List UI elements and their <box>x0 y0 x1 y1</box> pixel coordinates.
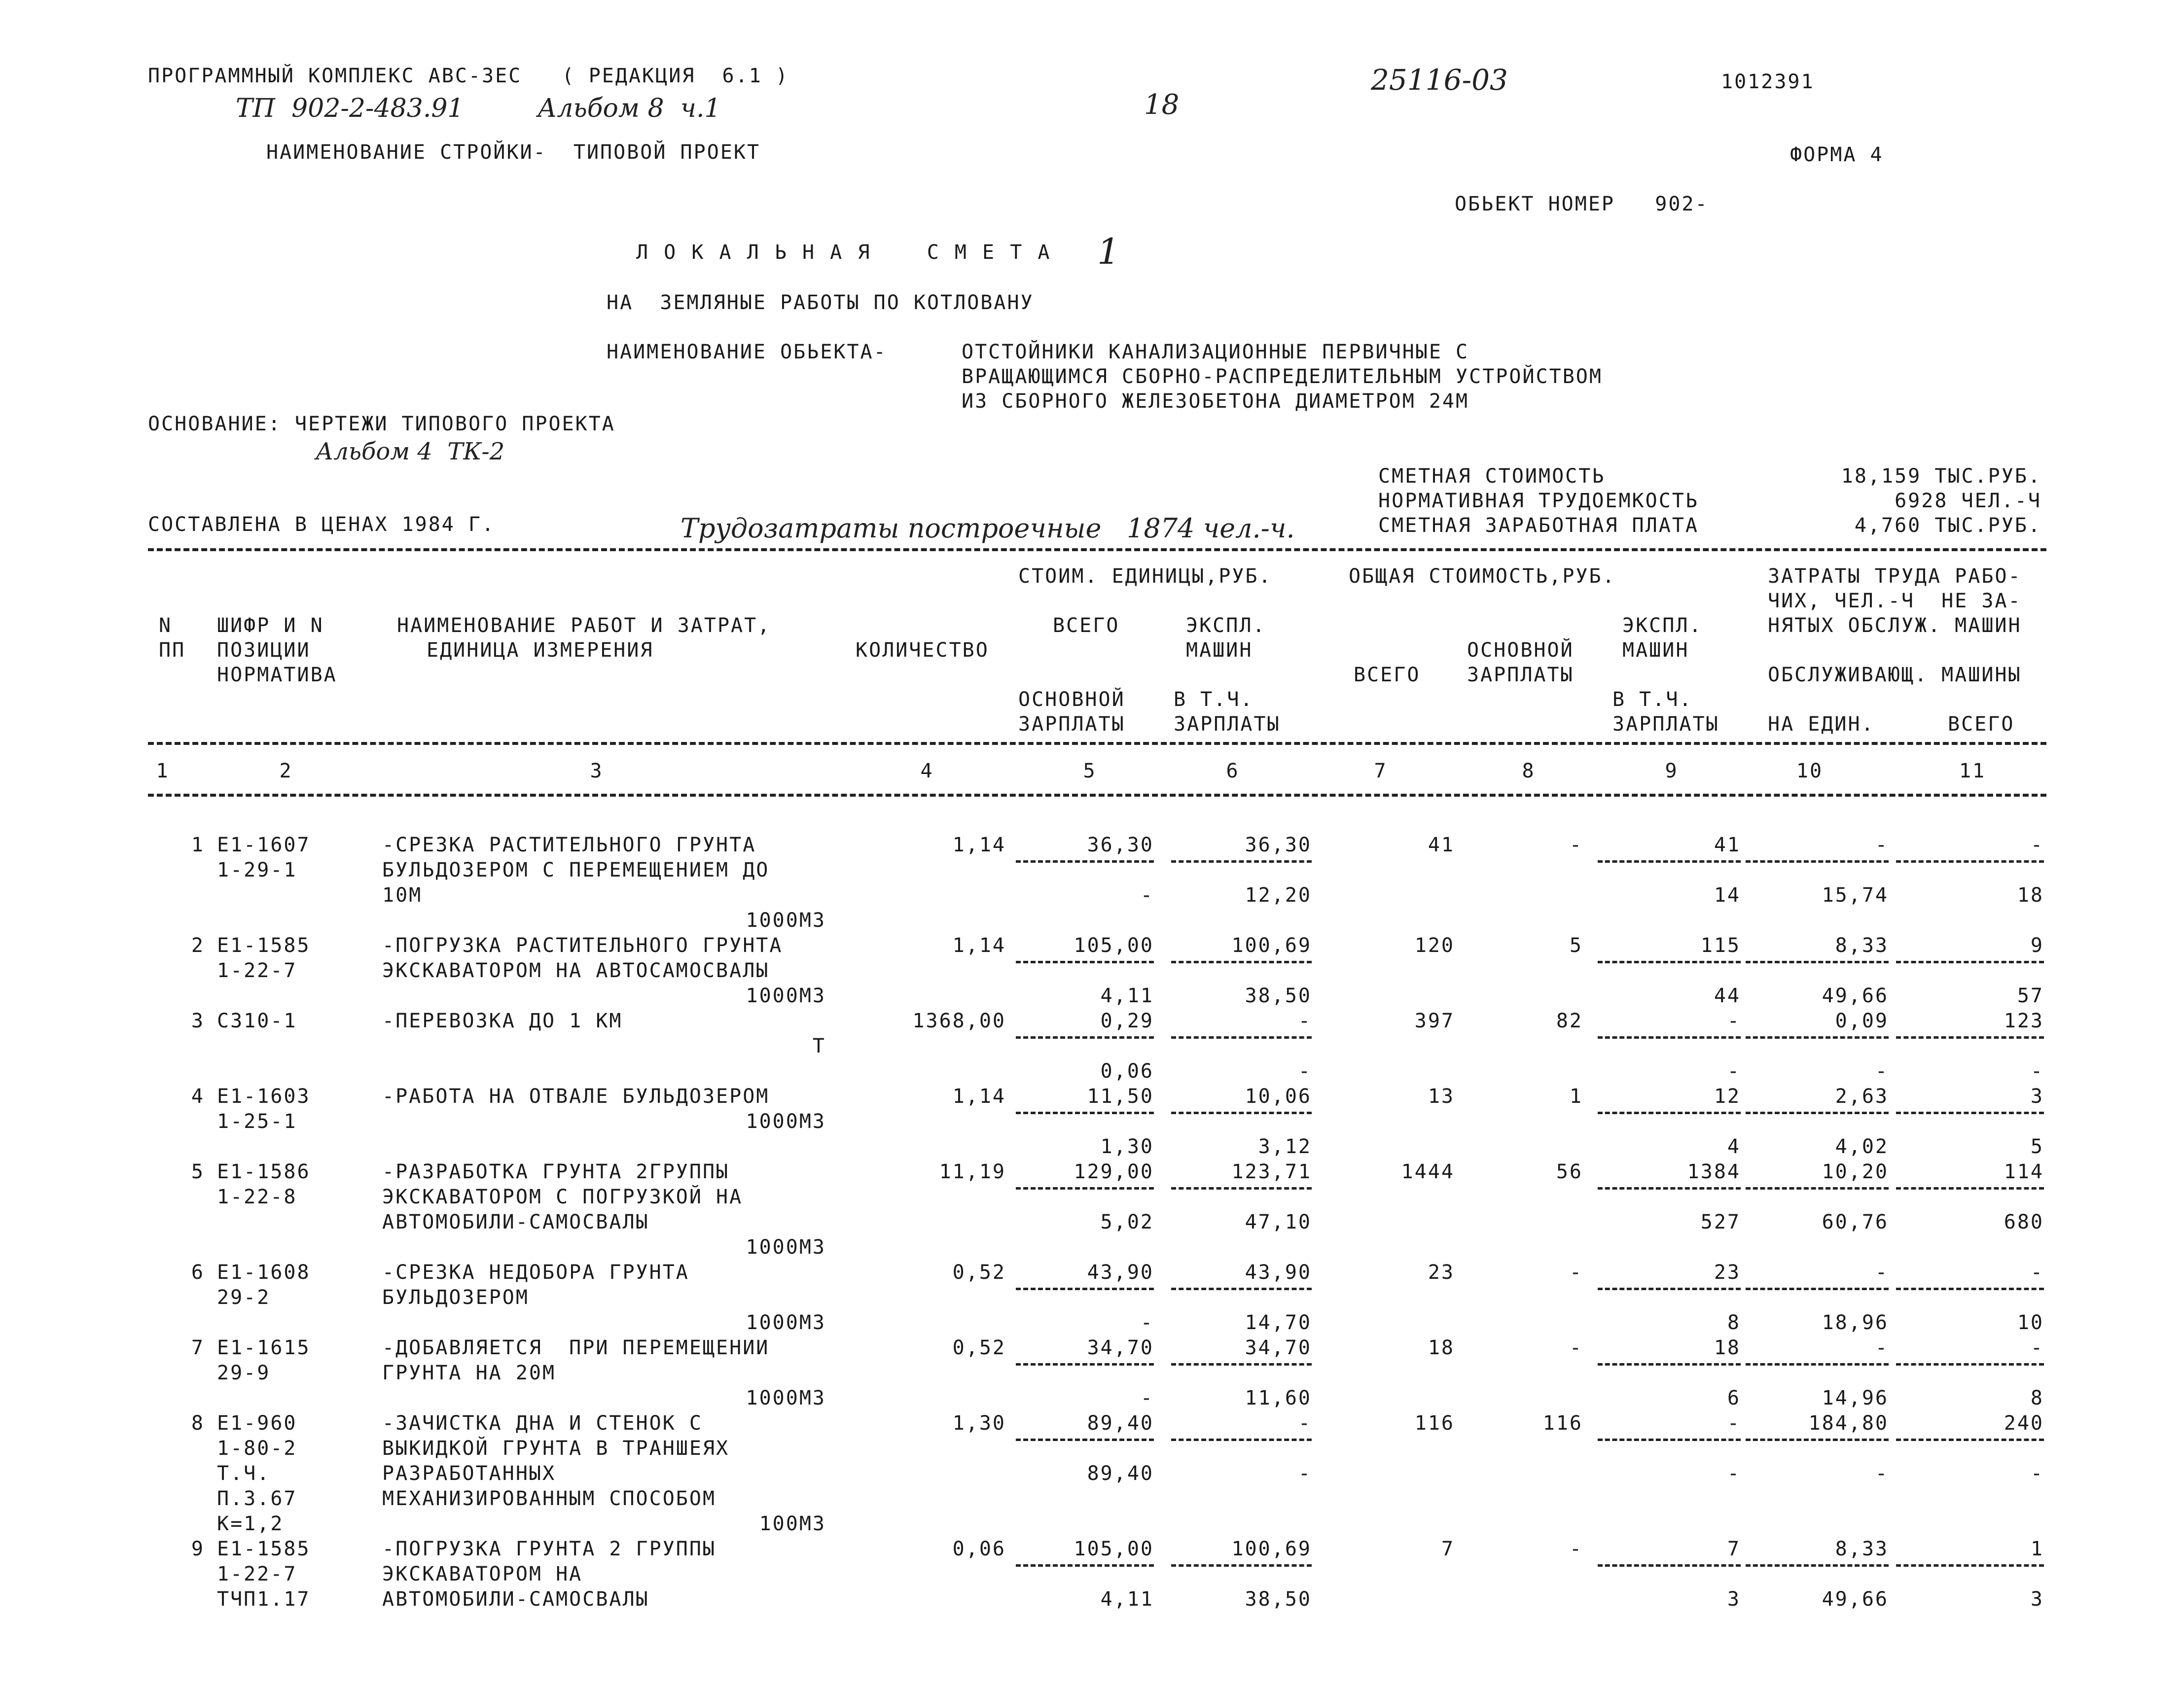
summary-value-cost: 18,159 ТЫС.РУБ. <box>1841 465 2041 488</box>
row-3-line-1-col-9: - <box>1727 1010 1741 1032</box>
row-4-subrule-3 <box>1598 1112 1741 1114</box>
row-6-line-2-col-2: 29-2 <box>217 1286 271 1309</box>
row-2-line-2-col-2: 1-22-7 <box>217 959 297 982</box>
row-5-line-3-col-9: 527 <box>1700 1211 1741 1233</box>
row-6-line-2-col-3: БУЛЬДОЗЕРОМ <box>382 1286 529 1309</box>
row-9-line-1-col-3: -ПОГРУЗКА ГРУНТА 2 ГРУППЫ <box>382 1538 716 1560</box>
row-3-line-1-col-2: С310-1 <box>217 1010 297 1032</box>
row-6-line-1-col-3: -СРЕЗКА НЕДОБОРА ГРУНТА <box>382 1261 689 1284</box>
row-4-line-3-col-11: 5 <box>2030 1135 2044 1158</box>
row-4-line-3-col-6: 3,12 <box>1258 1135 1312 1158</box>
row-9-subrule-3 <box>1598 1564 1741 1567</box>
row-6-subrule-5 <box>1896 1288 2044 1290</box>
row-4-subrule-4 <box>1746 1112 1889 1114</box>
row-6-line-1-col-11: - <box>2030 1261 2044 1284</box>
row-1-line-1-col-8: - <box>1569 834 1583 856</box>
row-6-line-1-col-4: 0,52 <box>952 1261 1006 1284</box>
col-head-pozicii: ПОЗИЦИИ <box>217 639 311 662</box>
row-7-line-1-col-9: 18 <box>1714 1336 1741 1359</box>
row-1-line-1-col-6: 36,30 <box>1245 834 1312 856</box>
row-7-line-3-col-6: 11,60 <box>1245 1387 1312 1409</box>
row-8-line-1-col-4: 1,30 <box>952 1412 1006 1435</box>
row-3-line-1-col-6: - <box>1298 1010 1312 1032</box>
col-head-shifr: ШИФР И N <box>217 614 324 637</box>
row-4-subrule-2 <box>1171 1112 1312 1114</box>
row-6-line-1-col-2: Е1-1608 <box>217 1261 311 1284</box>
column-number-10: 10 <box>1796 760 1824 782</box>
row-3-line-3-col-9: - <box>1727 1060 1741 1083</box>
row-8-line-1-col-5: 89,40 <box>1087 1412 1154 1435</box>
row-7-subrule-2 <box>1171 1363 1312 1366</box>
row-2-subrule-5 <box>1896 961 2044 963</box>
row-1-line-3-col-11: 18 <box>2017 884 2044 907</box>
row-4-line-1-col-2: Е1-1603 <box>217 1085 311 1108</box>
row-4-line-1-col-4: 1,14 <box>952 1085 1006 1108</box>
row-8-line-3-col-11: - <box>2030 1462 2044 1485</box>
row-7-line-1-col-7: 18 <box>1428 1336 1455 1359</box>
row-2-line-3-col-5: 4,11 <box>1100 985 1154 1007</box>
row-2-line-3-col-9: 44 <box>1714 985 1741 1007</box>
row-1-subrule-1 <box>1016 860 1154 863</box>
row-8-subrule-1 <box>1016 1439 1154 1441</box>
row-8-subrule-3 <box>1598 1439 1741 1441</box>
row-7-line-3-col-11: 8 <box>2030 1387 2044 1409</box>
column-number-8: 8 <box>1522 760 1536 782</box>
row-9-subrule-5 <box>1896 1564 2044 1567</box>
row-5-line-4-col-3: 1000М3 <box>746 1236 826 1259</box>
row-7-line-1-col-1: 7 <box>191 1336 205 1359</box>
row-5-line-1-col-9: 1384 <box>1687 1160 1741 1183</box>
row-9-line-3-col-3: АВТОМОБИЛИ-САМОСВАЛЫ <box>382 1588 649 1611</box>
row-4-line-1-col-11: 3 <box>2030 1085 2044 1108</box>
col-head-labor2: ЧИХ, ЧЕЛ.-Ч НЕ ЗА- <box>1768 590 2022 612</box>
object-label: НАИМЕНОВАНИЕ ОБЬЕКТА- <box>607 341 887 363</box>
row-9-line-1-col-9: 7 <box>1727 1538 1741 1560</box>
row-8-line-3-col-3: РАЗРАБОТАННЫХ <box>382 1462 556 1485</box>
row-9-line-3-col-6: 38,50 <box>1245 1588 1312 1611</box>
col-head-n: N <box>159 614 173 637</box>
row-9-line-1-col-8: - <box>1569 1538 1583 1560</box>
row-9-subrule-1 <box>1016 1564 1154 1567</box>
row-3-line-2-col-3: Т <box>812 1035 826 1057</box>
row-4-line-3-col-9: 4 <box>1727 1135 1741 1158</box>
row-2-line-3-col-10: 49,66 <box>1822 985 1889 1007</box>
summary-label-cost: СМЕТНАЯ СТОИМОСТЬ <box>1378 465 1606 488</box>
col-head-mashin: МАШИН <box>1186 639 1253 662</box>
row-9-subrule-4 <box>1746 1564 1889 1567</box>
row-9-line-3-col-10: 49,66 <box>1822 1588 1889 1611</box>
row-9-line-1-col-7: 7 <box>1441 1538 1455 1560</box>
row-8-line-3-col-6: - <box>1298 1462 1312 1485</box>
row-3-line-1-col-3: -ПЕРЕВОЗКА ДО 1 КМ <box>382 1010 623 1032</box>
osnovanie: ОСНОВАНИЕ: ЧЕРТЕЖИ ТИПОВОГО ПРОЕКТА <box>148 413 615 435</box>
row-5-line-3-col-10: 60,76 <box>1822 1211 1889 1233</box>
row-8-line-2-col-3: ВЫКИДКОЙ ГРУНТА В ТРАНШЕЯХ <box>382 1437 730 1460</box>
row-8-line-1-col-2: Е1-960 <box>217 1412 297 1435</box>
row-4-line-1-col-9: 12 <box>1714 1085 1741 1108</box>
row-4-line-1-col-6: 10,06 <box>1245 1085 1312 1108</box>
row-5-line-3-col-6: 47,10 <box>1245 1211 1312 1233</box>
row-5-subrule-1 <box>1016 1187 1154 1190</box>
row-8-line-1-col-3: -ЗАЧИСТКА ДНА И СТЕНОК С <box>382 1412 703 1435</box>
col-head-ekspl: ЭКСПЛ. <box>1186 614 1266 637</box>
row-1-line-2-col-3: БУЛЬДОЗЕРОМ С ПЕРЕМЕЩЕНИЕМ ДО <box>382 859 770 881</box>
row-3-line-1-col-11: 123 <box>2004 1010 2044 1032</box>
row-8-line-1-col-9: - <box>1727 1412 1741 1435</box>
row-4-line-2-col-2: 1-25-1 <box>217 1110 297 1133</box>
row-5-line-1-col-8: 56 <box>1556 1160 1583 1183</box>
row-6-line-1-col-5: 43,90 <box>1087 1261 1154 1284</box>
row-2-line-1-col-6: 100,69 <box>1231 934 1312 957</box>
handwritten-album-ref: Альбом 4 ТК-2 <box>316 438 505 465</box>
row-7-line-1-col-4: 0,52 <box>952 1336 1006 1359</box>
row-5-line-1-col-1: 5 <box>191 1160 205 1183</box>
row-7-line-3-col-9: 6 <box>1727 1387 1741 1409</box>
row-7-subrule-3 <box>1598 1363 1741 1366</box>
column-number-3: 3 <box>590 760 604 782</box>
row-1-line-3-col-3: 10М <box>382 884 423 907</box>
row-7-line-1-col-6: 34,70 <box>1245 1336 1312 1359</box>
row-7-line-1-col-11: - <box>2030 1336 2044 1359</box>
row-5-line-3-col-5: 5,02 <box>1100 1211 1154 1233</box>
row-9-line-1-col-1: 9 <box>191 1538 205 1560</box>
row-5-subrule-3 <box>1598 1187 1741 1190</box>
row-4-line-2-col-3: 1000М3 <box>746 1110 826 1133</box>
row-6-line-1-col-8: - <box>1569 1261 1583 1284</box>
row-5-line-1-col-2: Е1-1586 <box>217 1160 311 1183</box>
row-6-line-1-col-1: 6 <box>191 1261 205 1284</box>
col-head-labor-obsl: ОБСЛУЖИВАЮЩ. МАШИНЫ <box>1768 664 2022 686</box>
row-6-line-3-col-6: 14,70 <box>1245 1311 1312 1334</box>
row-6-line-3-col-10: 18,96 <box>1822 1311 1889 1334</box>
row-3-subrule-2 <box>1171 1036 1312 1039</box>
row-3-line-3-col-6: - <box>1298 1060 1312 1083</box>
column-number-6: 6 <box>1226 760 1240 782</box>
row-8-line-1-col-7: 116 <box>1414 1412 1455 1435</box>
row-3-line-1-col-8: 82 <box>1556 1010 1583 1032</box>
col-head-zarplaty: ЗАРПЛАТЫ <box>1018 713 1125 736</box>
row-6-line-1-col-10: - <box>1875 1261 1889 1284</box>
colnum-rule <box>148 794 2046 797</box>
col-head-osn: ОСНОВНОЙ <box>1018 688 1125 711</box>
row-9-line-1-col-4: 0,06 <box>952 1538 1006 1560</box>
row-3-subrule-1 <box>1016 1036 1154 1039</box>
row-2-line-3-col-3: 1000М3 <box>746 985 826 1007</box>
row-7-subrule-1 <box>1016 1363 1154 1366</box>
row-9-line-3-col-9: 3 <box>1727 1588 1741 1611</box>
row-2-line-1-col-2: Е1-1585 <box>217 934 311 957</box>
row-4-line-1-col-7: 13 <box>1428 1085 1455 1108</box>
row-2-subrule-4 <box>1746 961 1889 963</box>
row-2-line-1-col-10: 8,33 <box>1835 934 1889 957</box>
row-2-line-1-col-1: 2 <box>191 934 205 957</box>
row-3-line-1-col-5: 0,29 <box>1100 1010 1154 1032</box>
row-1-line-1-col-11: - <box>2030 834 2044 856</box>
row-9-line-2-col-2: 1-22-7 <box>217 1563 297 1585</box>
row-8-line-4-col-3: МЕХАНИЗИРОВАННЫМ СПОСОБОМ <box>382 1487 716 1510</box>
row-6-line-1-col-7: 23 <box>1428 1261 1455 1284</box>
row-9-line-1-col-11: 1 <box>2030 1538 2044 1560</box>
row-1-subrule-2 <box>1171 860 1312 863</box>
column-number-9: 9 <box>1665 760 1679 782</box>
row-2-line-3-col-6: 38,50 <box>1245 985 1312 1007</box>
row-2-line-3-col-11: 57 <box>2017 985 2044 1007</box>
row-8-line-1-col-1: 8 <box>191 1412 205 1435</box>
row-7-line-1-col-2: Е1-1615 <box>217 1336 311 1359</box>
row-1-line-2-col-2: 1-29-1 <box>217 859 297 881</box>
row-8-line-3-col-9: - <box>1727 1462 1741 1485</box>
col-head-labor1: ЗАТРАТЫ ТРУДА РАБО- <box>1768 565 2022 588</box>
row-6-line-3-col-11: 10 <box>2017 1311 2044 1334</box>
row-5-subrule-2 <box>1171 1187 1312 1190</box>
row-2-line-2-col-3: ЭКСКАВАТОРОМ НА АВТОСАМОСВАЛЫ <box>382 959 770 982</box>
col-head-qty: КОЛИЧЕСТВО <box>856 639 989 662</box>
row-2-subrule-3 <box>1598 961 1741 963</box>
row-2-subrule-2 <box>1171 961 1312 963</box>
row-1-line-1-col-9: 41 <box>1714 834 1741 856</box>
row-3-line-1-col-7: 397 <box>1414 1010 1455 1032</box>
handwritten-page-number: 18 <box>1144 89 1180 121</box>
row-5-line-1-col-7: 1444 <box>1401 1160 1455 1183</box>
col-head-total-vsego: ВСЕГО <box>1354 664 1421 686</box>
row-2-line-1-col-3: -ПОГРУЗКА РАСТИТЕЛЬНОГО ГРУНТА <box>382 934 783 957</box>
row-1-line-1-col-4: 1,14 <box>952 834 1006 856</box>
row-9-subrule-2 <box>1171 1564 1312 1567</box>
row-3-line-3-col-11: - <box>2030 1060 2044 1083</box>
column-number-11: 11 <box>1959 760 1986 782</box>
handwritten-labor-note: Трудозатраты построечные 1874 чел.-ч. <box>680 513 1295 544</box>
row-7-line-1-col-3: -ДОБАВЛЯЕТСЯ ПРИ ПЕРЕМЕЩЕНИИ <box>382 1336 770 1359</box>
row-3-subrule-5 <box>1896 1036 2044 1039</box>
summary-label-labor: НОРМАТИВНАЯ ТРУДОЕМКОСТЬ <box>1378 490 1699 512</box>
row-7-line-3-col-10: 14,96 <box>1822 1387 1889 1409</box>
row-8-line-1-col-11: 240 <box>2004 1412 2044 1435</box>
row-5-line-1-col-6: 123,71 <box>1231 1160 1312 1183</box>
row-2-line-1-col-5: 105,00 <box>1074 934 1154 957</box>
row-6-line-3-col-9: 8 <box>1727 1311 1741 1334</box>
row-1-subrule-3 <box>1598 860 1741 863</box>
row-7-line-2-col-2: 29-9 <box>217 1362 271 1384</box>
row-5-line-2-col-2: 1-22-8 <box>217 1186 297 1208</box>
row-7-line-3-col-3: 1000М3 <box>746 1387 826 1409</box>
row-1-line-3-col-9: 14 <box>1714 884 1741 907</box>
col-head-labor3: НЯТЫХ ОБСЛУЖ. МАШИН <box>1768 614 2022 637</box>
row-3-line-1-col-4: 1368,00 <box>912 1010 1006 1032</box>
row-8-line-1-col-10: 184,80 <box>1808 1412 1889 1435</box>
row-3-subrule-4 <box>1746 1036 1889 1039</box>
row-6-subrule-3 <box>1598 1288 1741 1290</box>
handwritten-smeta-number: 1 <box>1097 231 1120 272</box>
row-3-line-1-col-1: 3 <box>191 1010 205 1032</box>
handwritten-tp: ТП 902-2-483.91 <box>236 94 464 123</box>
price-basis: СОСТАВЛЕНА В ЦЕНАХ 1984 Г. <box>148 513 496 536</box>
smeta-subject: НА ЗЕМЛЯНЫЕ РАБОТЫ ПО КОТЛОВАНУ <box>607 291 1034 314</box>
col-head-pp: ПП <box>159 639 186 662</box>
object-name-line2: ВРАЩАЮЩИМСЯ СБОРНО-РАСПРЕДЕЛИТЕЛЬНЫМ УСТРОЙСТВОМ <box>962 365 1603 388</box>
row-5-line-3-col-3: АВТОМОБИЛИ-САМОСВАЛЫ <box>382 1211 649 1233</box>
stroika-name: НАИМЕНОВАНИЕ СТРОЙКИ- ТИПОВОЙ ПРОЕКТ <box>266 141 761 164</box>
row-1-line-1-col-10: - <box>1875 834 1889 856</box>
row-5-subrule-5 <box>1896 1187 2044 1190</box>
row-1-line-1-col-3: -СРЕЗКА РАСТИТЕЛЬНОГО ГРУНТА <box>382 834 756 856</box>
row-9-line-1-col-2: Е1-1585 <box>217 1538 311 1560</box>
col-head-total-zarplaty: ЗАРПЛАТЫ <box>1467 664 1574 686</box>
table-top-rule <box>148 548 2046 551</box>
column-number-2: 2 <box>279 760 293 782</box>
row-8-subrule-2 <box>1171 1439 1312 1441</box>
row-1-line-4-col-3: 1000М3 <box>746 909 826 932</box>
smeta-title: Л О К А Л Ь Н А Я С М Е Т А <box>636 241 1052 264</box>
row-9-line-2-col-3: ЭКСКАВАТОРОМ НА <box>382 1563 583 1585</box>
row-4-line-3-col-5: 1,30 <box>1100 1135 1154 1158</box>
row-4-line-1-col-5: 11,50 <box>1087 1085 1154 1108</box>
col-head-na-edin: НА ЕДИН. <box>1768 713 1875 736</box>
row-7-line-3-col-5: - <box>1140 1387 1154 1409</box>
row-3-line-1-col-10: 0,09 <box>1835 1010 1889 1032</box>
row-9-line-3-col-2: ТЧП1.17 <box>217 1588 311 1611</box>
col-head-total-ekspl: ЭКСПЛ. <box>1622 614 1703 637</box>
row-1-line-1-col-7: 41 <box>1428 834 1455 856</box>
row-5-line-1-col-5: 129,00 <box>1074 1160 1154 1183</box>
summary-label-salary: СМЕТНАЯ ЗАРАБОТНАЯ ПЛАТА <box>1378 514 1699 537</box>
col-head-unit: ЕДИНИЦА ИЗМЕРЕНИЯ <box>427 639 654 662</box>
column-number-1: 1 <box>156 760 170 782</box>
row-1-subrule-4 <box>1746 860 1889 863</box>
row-4-line-1-col-1: 4 <box>191 1085 205 1108</box>
column-number-5: 5 <box>1083 760 1097 782</box>
row-8-subrule-5 <box>1896 1439 2044 1441</box>
row-5-line-1-col-10: 10,20 <box>1822 1160 1889 1183</box>
row-6-subrule-1 <box>1016 1288 1154 1290</box>
row-6-line-3-col-5: - <box>1140 1311 1154 1334</box>
col-head-total-vtch: В Т.Ч. <box>1612 688 1693 711</box>
row-8-line-5-col-2: К=1,2 <box>217 1512 284 1535</box>
row-4-line-1-col-3: -РАБОТА НА ОТВАЛЕ БУЛЬДОЗЕРОМ <box>382 1085 770 1108</box>
row-5-subrule-4 <box>1746 1187 1889 1190</box>
row-9-line-3-col-11: 3 <box>2030 1588 2044 1611</box>
row-2-line-1-col-11: 9 <box>2030 934 2044 957</box>
handwritten-code: 25116-03 <box>1371 63 1508 97</box>
row-6-subrule-4 <box>1746 1288 1889 1290</box>
row-8-line-3-col-2: Т.Ч. <box>217 1462 271 1485</box>
column-number-4: 4 <box>920 760 934 782</box>
col-head-total-mashin: МАШИН <box>1622 639 1689 662</box>
summary-value-salary: 4,760 ТЫС.РУБ. <box>1854 514 2041 537</box>
row-3-subrule-3 <box>1598 1036 1741 1039</box>
row-4-line-3-col-10: 4,02 <box>1835 1135 1889 1158</box>
object-name-line1: ОТСТОЙНИКИ КАНАЛИЗАЦИОННЫЕ ПЕРВИЧНЫЕ С <box>962 341 1469 363</box>
row-4-line-1-col-10: 2,63 <box>1835 1085 1889 1108</box>
row-8-line-5-col-3: 100М3 <box>759 1512 826 1535</box>
col-head-vtch: В Т.Ч. <box>1174 688 1254 711</box>
col-head-name: НАИМЕНОВАНИЕ РАБОТ И ЗАТРАТ, <box>397 614 771 637</box>
row-1-line-3-col-6: 12,20 <box>1245 884 1312 907</box>
row-7-line-2-col-3: ГРУНТА НА 20М <box>382 1362 556 1384</box>
col-head-unit-cost: СТОИМ. ЕДИНИЦЫ,РУБ. <box>1018 565 1272 588</box>
row-8-line-1-col-6: - <box>1298 1412 1312 1435</box>
summary-value-labor: 6928 ЧЕЛ.-Ч <box>1895 490 2041 512</box>
row-8-line-3-col-10: - <box>1875 1462 1889 1485</box>
row-2-line-1-col-9: 115 <box>1700 934 1741 957</box>
col-head-total-vtch-zarplaty: ЗАРПЛАТЫ <box>1612 713 1719 736</box>
row-8-line-3-col-5: 89,40 <box>1087 1462 1154 1485</box>
row-1-line-1-col-5: 36,30 <box>1087 834 1154 856</box>
header-rule <box>148 742 2046 745</box>
row-6-subrule-2 <box>1171 1288 1312 1290</box>
program-title: ПРОГРАММНЫЙ КОМПЛЕКС АВС-3ЕС ( РЕДАКЦИЯ 6.1 ) <box>148 65 789 87</box>
row-8-subrule-4 <box>1746 1439 1889 1441</box>
col-head-vtch-zarplaty: ЗАРПЛАТЫ <box>1174 713 1281 736</box>
col-head-total-cost: ОБЩАЯ СТОИМОСТЬ,РУБ. <box>1349 565 1616 588</box>
doc-number: 1012391 <box>1721 70 1815 93</box>
row-9-line-3-col-5: 4,11 <box>1100 1588 1154 1611</box>
row-2-line-1-col-4: 1,14 <box>952 934 1006 957</box>
object-name-line3: ИЗ СБОРНОГО ЖЕЛЕЗОБЕТОНА ДИАМЕТРОМ 24М <box>962 390 1469 413</box>
row-6-line-1-col-6: 43,90 <box>1245 1261 1312 1284</box>
row-2-line-1-col-7: 120 <box>1414 934 1455 957</box>
row-7-subrule-5 <box>1896 1363 2044 1366</box>
row-8-line-2-col-2: 1-80-2 <box>217 1437 297 1460</box>
row-6-line-1-col-9: 23 <box>1714 1261 1741 1284</box>
row-1-line-1-col-1: 1 <box>191 834 205 856</box>
row-7-line-1-col-10: - <box>1875 1336 1889 1359</box>
row-5-line-2-col-3: ЭКСКАВАТОРОМ С ПОГРУЗКОЙ НА <box>382 1186 743 1208</box>
row-1-line-3-col-10: 15,74 <box>1822 884 1889 907</box>
row-8-line-4-col-2: П.3.67 <box>217 1487 297 1510</box>
row-7-subrule-4 <box>1746 1363 1889 1366</box>
row-3-line-3-col-5: 0,06 <box>1100 1060 1154 1083</box>
row-9-line-1-col-10: 8,33 <box>1835 1538 1889 1560</box>
row-7-line-1-col-8: - <box>1569 1336 1583 1359</box>
handwritten-album: Альбом 8 ч.1 <box>537 94 721 123</box>
col-head-labor-vsego: ВСЕГО <box>1948 713 2015 736</box>
row-7-line-1-col-5: 34,70 <box>1087 1336 1154 1359</box>
row-2-line-1-col-8: 5 <box>1569 934 1583 957</box>
row-1-line-1-col-2: Е1-1607 <box>217 834 311 856</box>
row-1-subrule-5 <box>1896 860 2044 863</box>
column-number-7: 7 <box>1374 760 1388 782</box>
row-9-line-1-col-6: 100,69 <box>1231 1538 1312 1560</box>
object-number: ОБЬЕКТ НОМЕР 902- <box>1455 193 1709 215</box>
row-4-line-1-col-8: 1 <box>1569 1085 1583 1108</box>
col-head-total-osn: ОСНОВНОЙ <box>1467 639 1574 662</box>
col-head-unit-vsego: ВСЕГО <box>1053 614 1120 637</box>
row-2-subrule-1 <box>1016 961 1154 963</box>
row-6-line-3-col-3: 1000М3 <box>746 1311 826 1334</box>
row-4-subrule-1 <box>1016 1112 1154 1114</box>
row-5-line-1-col-11: 114 <box>2004 1160 2044 1183</box>
row-5-line-1-col-3: -РАЗРАБОТКА ГРУНТА 2ГРУППЫ <box>382 1160 730 1183</box>
forma-label: ФОРМА 4 <box>1790 143 1884 166</box>
row-8-line-1-col-8: 116 <box>1542 1412 1583 1435</box>
row-1-line-3-col-5: - <box>1140 884 1154 907</box>
col-head-normativa: НОРМАТИВА <box>217 664 337 686</box>
row-4-subrule-5 <box>1896 1112 2044 1114</box>
row-3-line-3-col-10: - <box>1875 1060 1889 1083</box>
row-5-line-1-col-4: 11,19 <box>939 1160 1006 1183</box>
row-5-line-3-col-11: 680 <box>2004 1211 2044 1233</box>
row-9-line-1-col-5: 105,00 <box>1074 1538 1154 1560</box>
